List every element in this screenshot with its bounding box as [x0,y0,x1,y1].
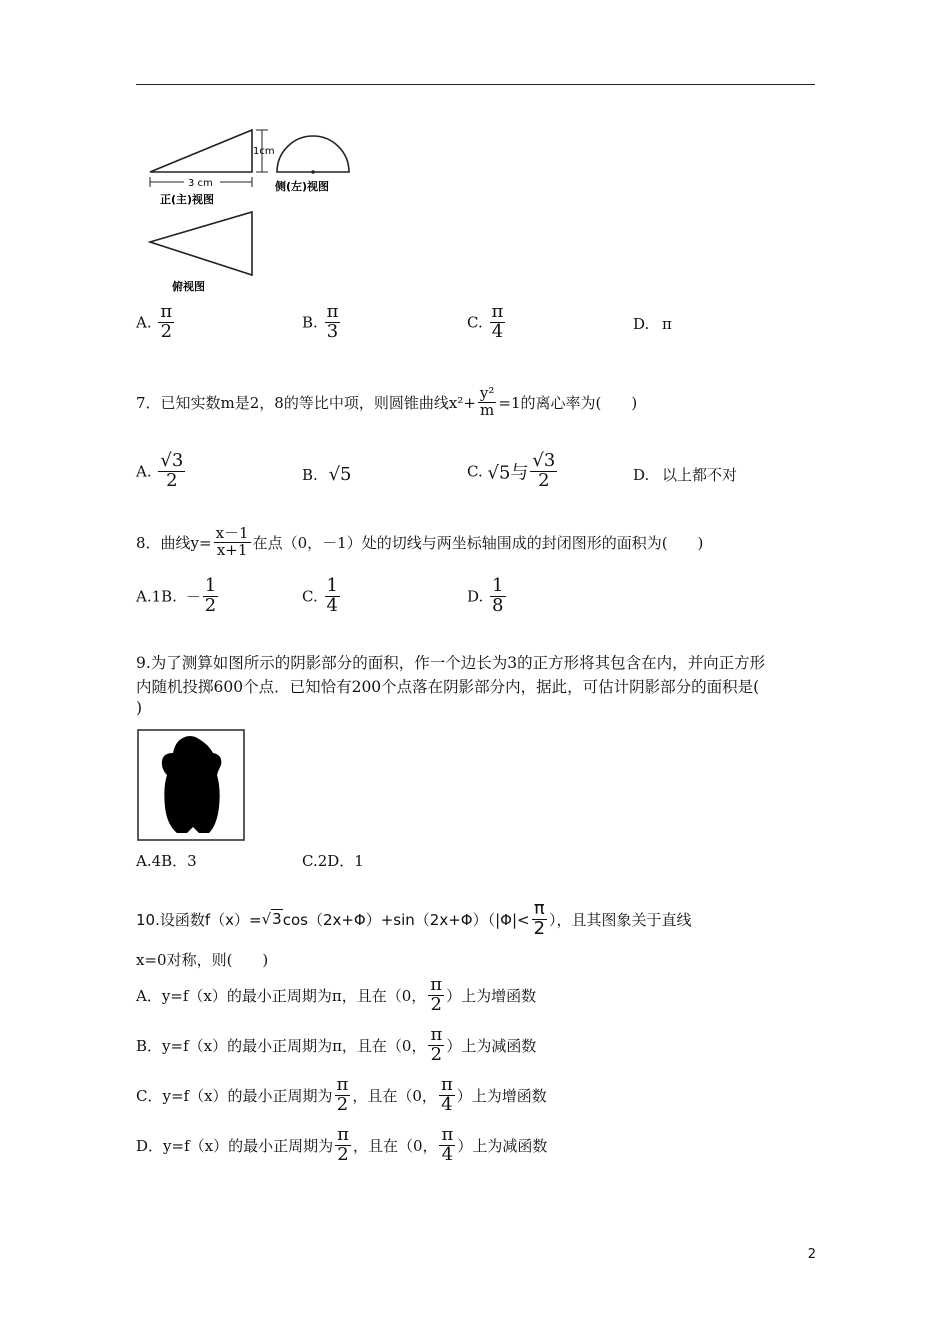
q6-b-fraction: $\frac{\pi}{3}$ [326,301,339,342]
three-view-figure [140,120,365,300]
q7-option-c: C. √5与 $\frac{√3}{2}$ [467,450,556,491]
q6-a-fraction: $\frac{\pi}{2}$ [160,301,173,342]
q6-c-fraction: $\frac{\pi}{4}$ [491,301,504,342]
q7-option-d: D. 以上都不对 [633,466,738,484]
front-view-triangle [150,130,252,172]
q10-line-2: x=0对称，则( ) [136,951,269,969]
sqrt-3: √3 [261,910,282,929]
page-number: 2 [807,1247,816,1262]
side-view-label: 侧(左)视图 [275,180,330,193]
q8-fraction: $\frac{x-1}{x+1}$ [215,524,249,559]
q10-option-a: A．y=f（x）的最小正周期为π，且在（0， $\frac{\pi}{2}$ ）上为增函数 [136,974,537,1015]
question-8: 8．曲线y= $\frac{x-1}{x+1}$ 在点（0，－1）处的切线与两坐标轴围成的封闭图形的面积为( ) [136,524,704,559]
top-view-triangle [150,212,252,275]
q10-c-period-fraction: $\frac{\pi}{2}$ [336,1074,349,1115]
q9-line-2: 内随机投掷600个点．已知恰有200个点落在阴影部分内，据此，可估计阴影部分的面积是( [136,678,760,696]
side-view-semicircle [277,136,349,172]
q10-b-fraction: $\frac{\pi}{2}$ [430,1024,443,1065]
q10-d-period-fraction: $\frac{\pi}{2}$ [337,1124,349,1165]
q10-d-interval-fraction: $\frac{\pi}{4}$ [441,1124,454,1165]
q8-d-fraction: $\frac{1}{8}$ [492,575,504,616]
q9-line-3: ) [136,699,143,717]
q6-option-d: D. π [633,315,672,333]
q10-option-c: C．y=f（x）的最小正周期为 $\frac{\pi}{2}$ ，且在（0， $\frac{\pi}{4}$ ）上为增函数 [136,1074,547,1115]
q7-fraction: $\frac{\text{y²}}{m}$ [479,384,495,419]
top-view-label: 俯视图 [172,280,205,293]
q8-b-fraction: $\frac{1}{2}$ [204,575,217,616]
q9-line-1: 9.为了测算如图所示的阴影部分的面积，作一个边长为3的正方形将其包含在内，并向正方形 [136,654,766,672]
question-7: 7．已知实数m是2，8的等比中项，则圆锥曲线x²+ $\frac{\text{y²}}{m}$ =1的离心率为( ) [136,384,638,419]
front-view-label: 正(主)视图 [160,193,215,206]
q6-option-a: A. $\frac{\pi}{2}$ [136,301,173,342]
q9-options-ab: A.4B．3 [136,852,197,870]
q10-c-interval-fraction: $\frac{\pi}{4}$ [440,1074,453,1115]
q9-options-cd: C.2D．1 [302,852,364,870]
q7-option-a: A. $\frac{√3}{2}$ [136,450,184,491]
q8-option-c: C. $\frac{1}{4}$ [302,575,338,616]
q7-a-fraction: $\frac{√3}{2}$ [160,450,184,491]
q10-a-fraction: $\frac{\pi}{2}$ [430,974,443,1015]
q10-condition-fraction: $\frac{\pi}{2}$ [533,898,546,939]
q8-c-fraction: $\frac{1}{4}$ [326,575,338,616]
q8-option-d: D. $\frac{1}{8}$ [467,575,504,616]
header-rule [136,84,815,85]
q6-option-c: C. $\frac{\pi}{4}$ [467,301,504,342]
q8-options-ab: A.1B. － $\frac{1}{2}$ [136,575,217,616]
q7-option-b: B. √5 [302,464,352,485]
q6-option-b: B. $\frac{\pi}{3}$ [302,301,339,342]
shaded-region-figure [137,729,245,841]
height-dimension-label: 1cm [253,146,275,157]
q7-c-fraction: $\frac{√3}{2}$ [532,450,556,491]
q10-option-b: B．y=f（x）的最小正周期为π，且在（0， $\frac{\pi}{2}$ ）上为减函数 [136,1024,537,1065]
width-dimension-label: 3 cm [188,178,213,189]
question-10: 10.设函数f（x）=√3cos（2x+Φ）+sin（2x+Φ）（|Φ|< $\frac{\pi}{2}$ ），且其图象关于直线 [136,898,692,939]
q10-option-d: D．y=f（x）的最小正周期为 $\frac{\pi}{2}$ ，且在（0， $\frac{\pi}{4}$ ）上为减函数 [136,1124,548,1165]
